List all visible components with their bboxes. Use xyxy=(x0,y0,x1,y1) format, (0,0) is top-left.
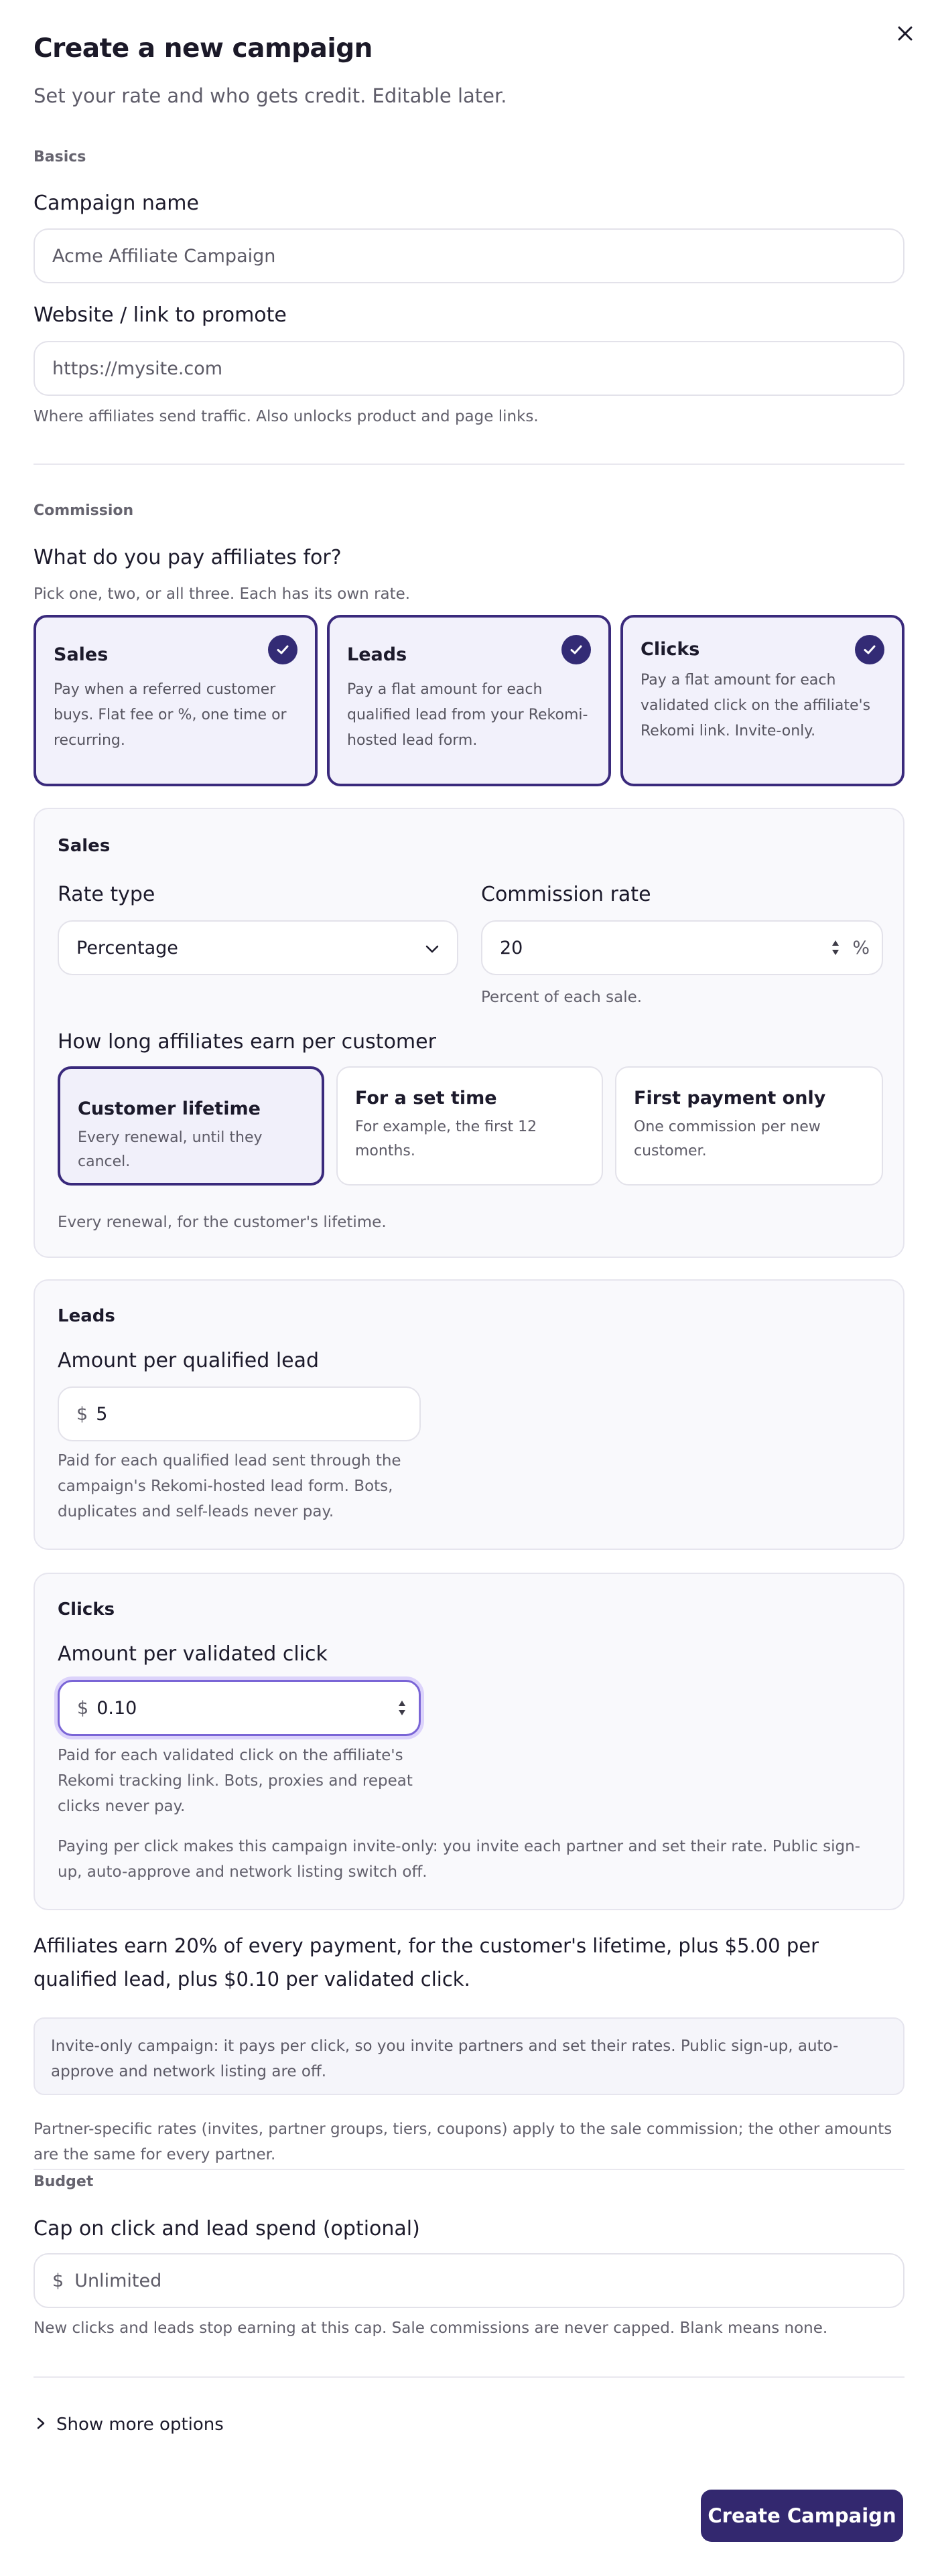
lead-amount-label: Amount per qualified lead xyxy=(58,1349,320,1372)
sales-panel-title: Sales xyxy=(58,836,111,856)
click-amount-input[interactable] xyxy=(58,1680,421,1736)
commission-rate-help: Percent of each sale. xyxy=(481,989,643,1006)
lead-amount-input[interactable] xyxy=(58,1386,421,1441)
commission-summary: Affiliates earn 20% of every payment, for the customer's lifetime, plus $5.00 per qualified lead, plus $0.10 per validated click. xyxy=(34,1934,819,1991)
duration-option-title: First payment only xyxy=(634,1088,826,1108)
duration-option-first-payment[interactable] xyxy=(615,1066,883,1186)
click-amount-help: Paid for each validated click on the affiliate's Rekomi tracking link. Bots, proxies and repeat clicks never pay. xyxy=(58,1747,413,1815)
budget-cap-label: Cap on click and lead spend (optional) xyxy=(34,2217,420,2240)
option-card-sales[interactable] xyxy=(34,615,318,786)
option-card-title: Leads xyxy=(347,644,407,665)
option-card-clicks[interactable] xyxy=(620,615,904,786)
click-amount-label: Amount per validated click xyxy=(58,1642,328,1666)
click-invite-note: Paying per click makes this campaign invite-only: you invite each partner and set their rate. Public sign-up, auto-approve and network listing switch off. xyxy=(58,1838,860,1881)
duration-option-desc: Every renewal, until they cancel. xyxy=(78,1129,263,1170)
number-stepper-icon[interactable] xyxy=(831,938,840,958)
leads-panel-title: Leads xyxy=(58,1306,115,1326)
close-icon[interactable] xyxy=(893,21,917,46)
leads-panel xyxy=(34,1279,904,1550)
lead-amount-help: Paid for each qualified lead sent through the campaign's Rekomi-hosted lead form. Bots, duplicates and self-leads never pay. xyxy=(58,1452,401,1520)
currency-symbol: $ xyxy=(52,2270,64,2291)
page-title: Create a new campaign xyxy=(34,33,373,64)
click-amount-value: 0.10 xyxy=(96,1697,137,1719)
option-card-leads[interactable] xyxy=(327,615,611,786)
commission-rate-value: 20 xyxy=(500,937,523,958)
campaign-name-placeholder: Acme Affiliate Campaign xyxy=(52,245,276,267)
partner-rates-note: Partner-specific rates (invites, partner groups, tiers, coupons) apply to the sale commission; the other amounts are the same for every partner. xyxy=(34,2121,892,2163)
budget-cap-placeholder: Unlimited xyxy=(74,2270,162,2291)
show-more-options-label: Show more options xyxy=(56,2415,224,2435)
check-icon xyxy=(268,635,297,664)
commission-rate-input[interactable] xyxy=(481,920,883,975)
chevron-down-icon xyxy=(425,938,440,958)
option-card-desc: Pay a flat amount for each qualified lead from your Rekomi-hosted lead form. xyxy=(347,681,588,749)
invite-only-notice: Invite-only campaign: it pays per click, so you invite partners and set their rates. Public sign-up, auto-approve and network listing are off. xyxy=(34,2017,904,2095)
clicks-panel xyxy=(34,1573,904,1910)
option-card-title: Sales xyxy=(54,644,109,665)
divider xyxy=(34,463,904,465)
duration-option-title: For a set time xyxy=(355,1088,497,1108)
show-more-options-toggle[interactable] xyxy=(36,2415,224,2435)
campaign-name-input[interactable] xyxy=(34,228,904,283)
duration-option-desc: One commission per new customer. xyxy=(634,1119,821,1159)
number-stepper-icon[interactable] xyxy=(397,1698,407,1718)
currency-symbol: $ xyxy=(76,1403,88,1425)
rate-type-value: Percentage xyxy=(76,937,178,958)
rate-type-select[interactable] xyxy=(58,920,458,975)
rate-type-label: Rate type xyxy=(58,883,155,906)
section-label-basics: Basics xyxy=(34,149,86,165)
website-input[interactable] xyxy=(34,341,904,396)
sales-panel xyxy=(34,808,904,1258)
clicks-panel-title: Clicks xyxy=(58,1599,115,1620)
website-help: Where affiliates send traffic. Also unlocks product and page links. xyxy=(34,408,539,425)
check-icon xyxy=(561,635,591,664)
duration-option-desc: For example, the first 12 months. xyxy=(355,1119,537,1159)
page-subtitle: Set your rate and who gets credit. Editable later. xyxy=(34,84,507,107)
section-label-budget: Budget xyxy=(34,2173,94,2190)
commission-rate-label: Commission rate xyxy=(481,883,651,906)
lead-amount-value: 5 xyxy=(96,1403,108,1425)
duration-label: How long affiliates earn per customer xyxy=(58,1030,436,1054)
budget-cap-help: New clicks and leads stop earning at this cap. Sale commissions are never capped. Blank means none. xyxy=(34,2319,828,2337)
duration-option-lifetime[interactable] xyxy=(58,1066,324,1186)
commission-hint: Pick one, two, or all three. Each has its own rate. xyxy=(34,585,411,603)
website-placeholder: https://mysite.com xyxy=(52,358,223,379)
duration-option-set-time[interactable] xyxy=(336,1066,603,1186)
campaign-name-label: Campaign name xyxy=(34,192,199,215)
commission-unit: % xyxy=(852,937,870,958)
option-card-desc: Pay when a referred customer buys. Flat fee or %, one time or recurring. xyxy=(54,681,287,749)
commission-question: What do you pay affiliates for? xyxy=(34,546,342,569)
divider xyxy=(34,2169,904,2170)
currency-symbol: $ xyxy=(77,1697,89,1719)
section-label-commission: Commission xyxy=(34,502,134,519)
divider xyxy=(34,2376,904,2378)
chevron-right-icon xyxy=(36,2415,46,2435)
duration-help: Every renewal, for the customer's lifetime. xyxy=(58,1214,387,1231)
create-campaign-button[interactable]: Create Campaign xyxy=(701,2490,903,2542)
duration-option-title: Customer lifetime xyxy=(78,1098,261,1119)
budget-cap-input[interactable] xyxy=(34,2253,904,2308)
website-label: Website / link to promote xyxy=(34,303,287,327)
option-card-desc: Pay a flat amount for each validated click on the affiliate's Rekomi link. Invite-only. xyxy=(641,672,871,739)
option-card-title: Clicks xyxy=(641,639,700,660)
check-icon xyxy=(855,635,884,664)
